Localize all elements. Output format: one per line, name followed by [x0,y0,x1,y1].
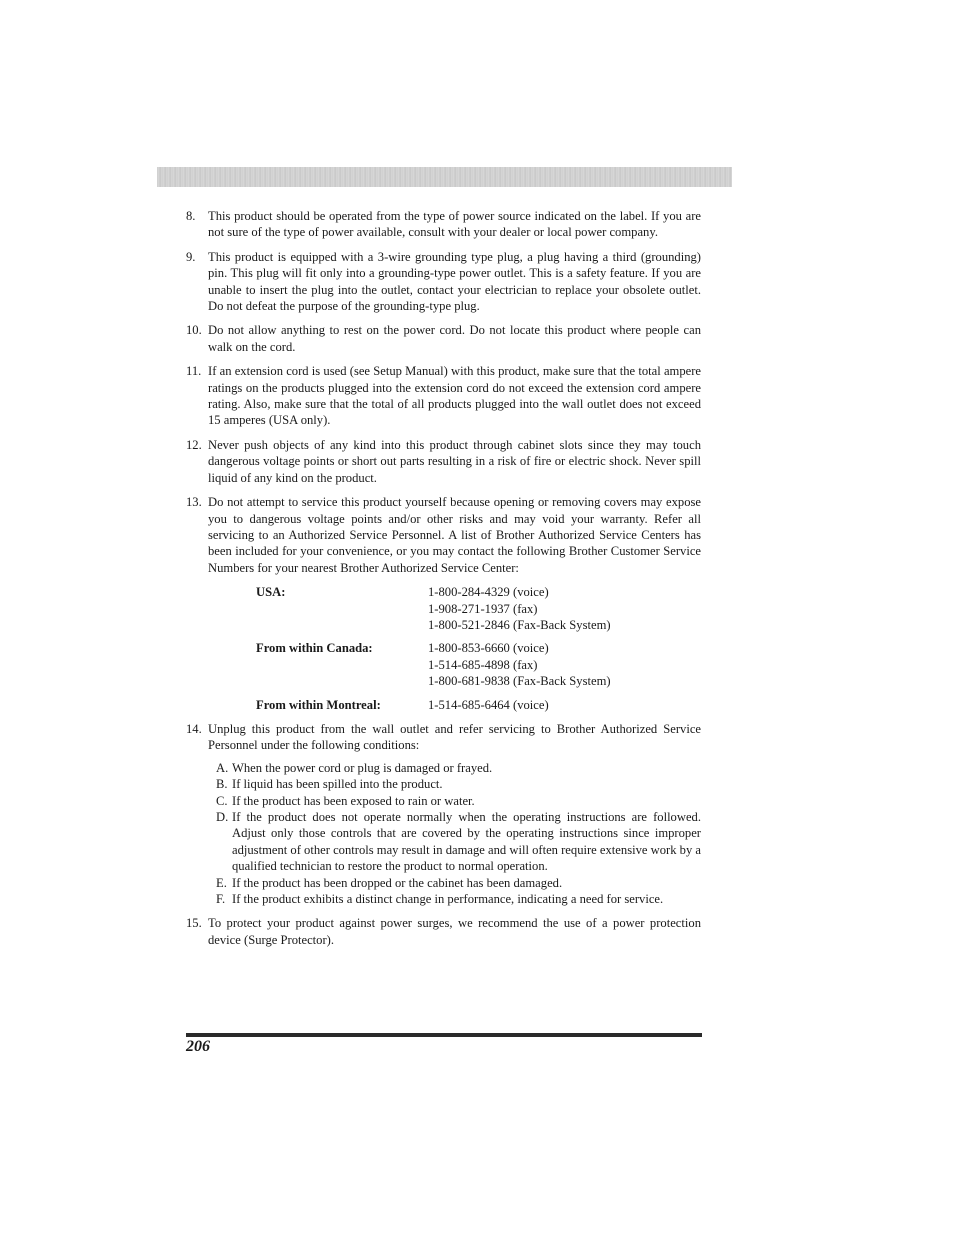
safety-instructions-list [186,208,701,956]
list-item [186,721,701,907]
list-item [186,363,701,429]
item-body [208,721,701,907]
item-text: Do not allow anything to rest on the power cord. Do not locate this product where people can walk on the cord. [208,323,701,354]
item-text: This product is equipped with a 3-wire grounding type plug, a plug having a third (grounding) pin. This plug will fit only into a grounding-type power outlet. This is a safety feature. If you are unable to insert the plug into the outlet, contact your electrician to replace your obsolete outlet. Do not defeat the purpose of the grounding-type plug. [208,249,701,314]
list-item [186,494,701,713]
item-text: Unplug this product from the wall outlet and refer servicing to Brother Authorized Service Personnel under the following conditions: [208,721,701,753]
item-number: 12. [186,437,202,452]
contact-numbers-canada [428,640,701,689]
fax-number: 1-908-271-1937 (fax) [428,601,538,616]
item-number: 13. [186,495,202,510]
list-item [186,437,701,486]
item-text: Never push objects of any kind into this product through cabinet slots since they may touch dangerous voltage points or short out parts resulting in a risk of fire or electric shock. Never spill liquid of any kind on the product. [208,437,701,485]
item-number: 15. [186,916,202,931]
contact-label-usa: USA: [256,585,286,600]
fax-number: 1-514-685-4898 (fax) [428,657,538,672]
contact-numbers-montreal [428,697,701,713]
item-number: 11. [186,364,202,379]
sub-item-letter: D. [216,810,229,824]
phone-number: 1-514-685-6464 (voice) [428,697,549,712]
list-item [186,322,701,355]
fax-back-number: 1-800-681-9838 (Fax-Back System) [428,674,611,689]
item-text: If an extension cord is used (see Setup Manual) with this product, make sure that the total ampere ratings on the products plugged into the extension cord do not exceed the extension cord ampere rating. Also, make sure that the total of all products plugged into the wall outlet does not exceed 15 amperes (USA only). [208,364,701,428]
page-number: 206 [186,1038,210,1055]
sub-item [216,875,701,891]
sub-item-text: If the product does not operate normally when the operating instructions are followed. Adjust only those controls that are covered by the operating instructions since improper adjustment of other controls may result in damage and will often require extensive work by a qualified technician to restore the product to normal operation. [232,810,701,874]
list-item [186,208,701,241]
sub-item [216,793,701,809]
condition-list [216,760,701,908]
item-body [208,494,701,713]
item-text: This product should be operated from the type of power source indicated on the label. If you are not sure of the type of power available, consult with your dealer or local power company. [208,209,701,240]
item-number: 10. [186,323,202,338]
item-text: Do not attempt to service this product yourself because opening or removing covers may expose you to dangerous voltage points and/or other risks and may void your warranty. Refer all servicing to an Authorized Service Personnel. A list of Brother Authorized Service Centers has been included for your convenience, or you may contact the following Brother Customer Service Numbers for your nearest Brother Authorized Service Center: [208,495,701,575]
list-item [186,915,701,948]
sub-item-text: If the product has been dropped or the cabinet has been damaged. [232,875,563,890]
sub-item-letter: B. [216,777,228,792]
contact-label-canada: From within Canada: [256,641,373,656]
sub-item [216,891,701,907]
header-band [157,167,732,187]
footer-rule [186,1033,702,1037]
item-number: 9. [186,249,196,264]
fax-back-number: 1-800-521-2846 (Fax-Back System) [428,617,611,632]
sub-item-text: If the product has been exposed to rain or water. [232,793,475,808]
sub-item-text: When the power cord or plug is damaged or frayed. [232,760,493,775]
item-text: To protect your product against power surges, we recommend the use of a power protection device (Surge Protector). [208,916,701,947]
phone-number: 1-800-284-4329 (voice) [428,585,549,600]
contact-numbers-usa [428,584,701,633]
sub-item-letter: C. [216,793,228,808]
sub-item-letter: E. [216,875,227,890]
item-number: 14. [186,721,202,736]
sub-item-text: If the product exhibits a distinct change in performance, indicating a need for service. [232,892,664,907]
list-item [186,249,701,315]
sub-item [216,809,701,875]
sub-item-text: If liquid has been spilled into the product. [232,777,443,792]
service-contacts [256,584,701,713]
sub-item-letter: A. [216,760,229,775]
sub-item-letter: F. [216,892,226,907]
sub-item [216,776,701,792]
item-number: 8. [186,209,196,223]
sub-item [216,760,701,776]
contact-label-montreal: From within Montreal: [256,697,381,712]
phone-number: 1-800-853-6660 (voice) [428,641,549,656]
